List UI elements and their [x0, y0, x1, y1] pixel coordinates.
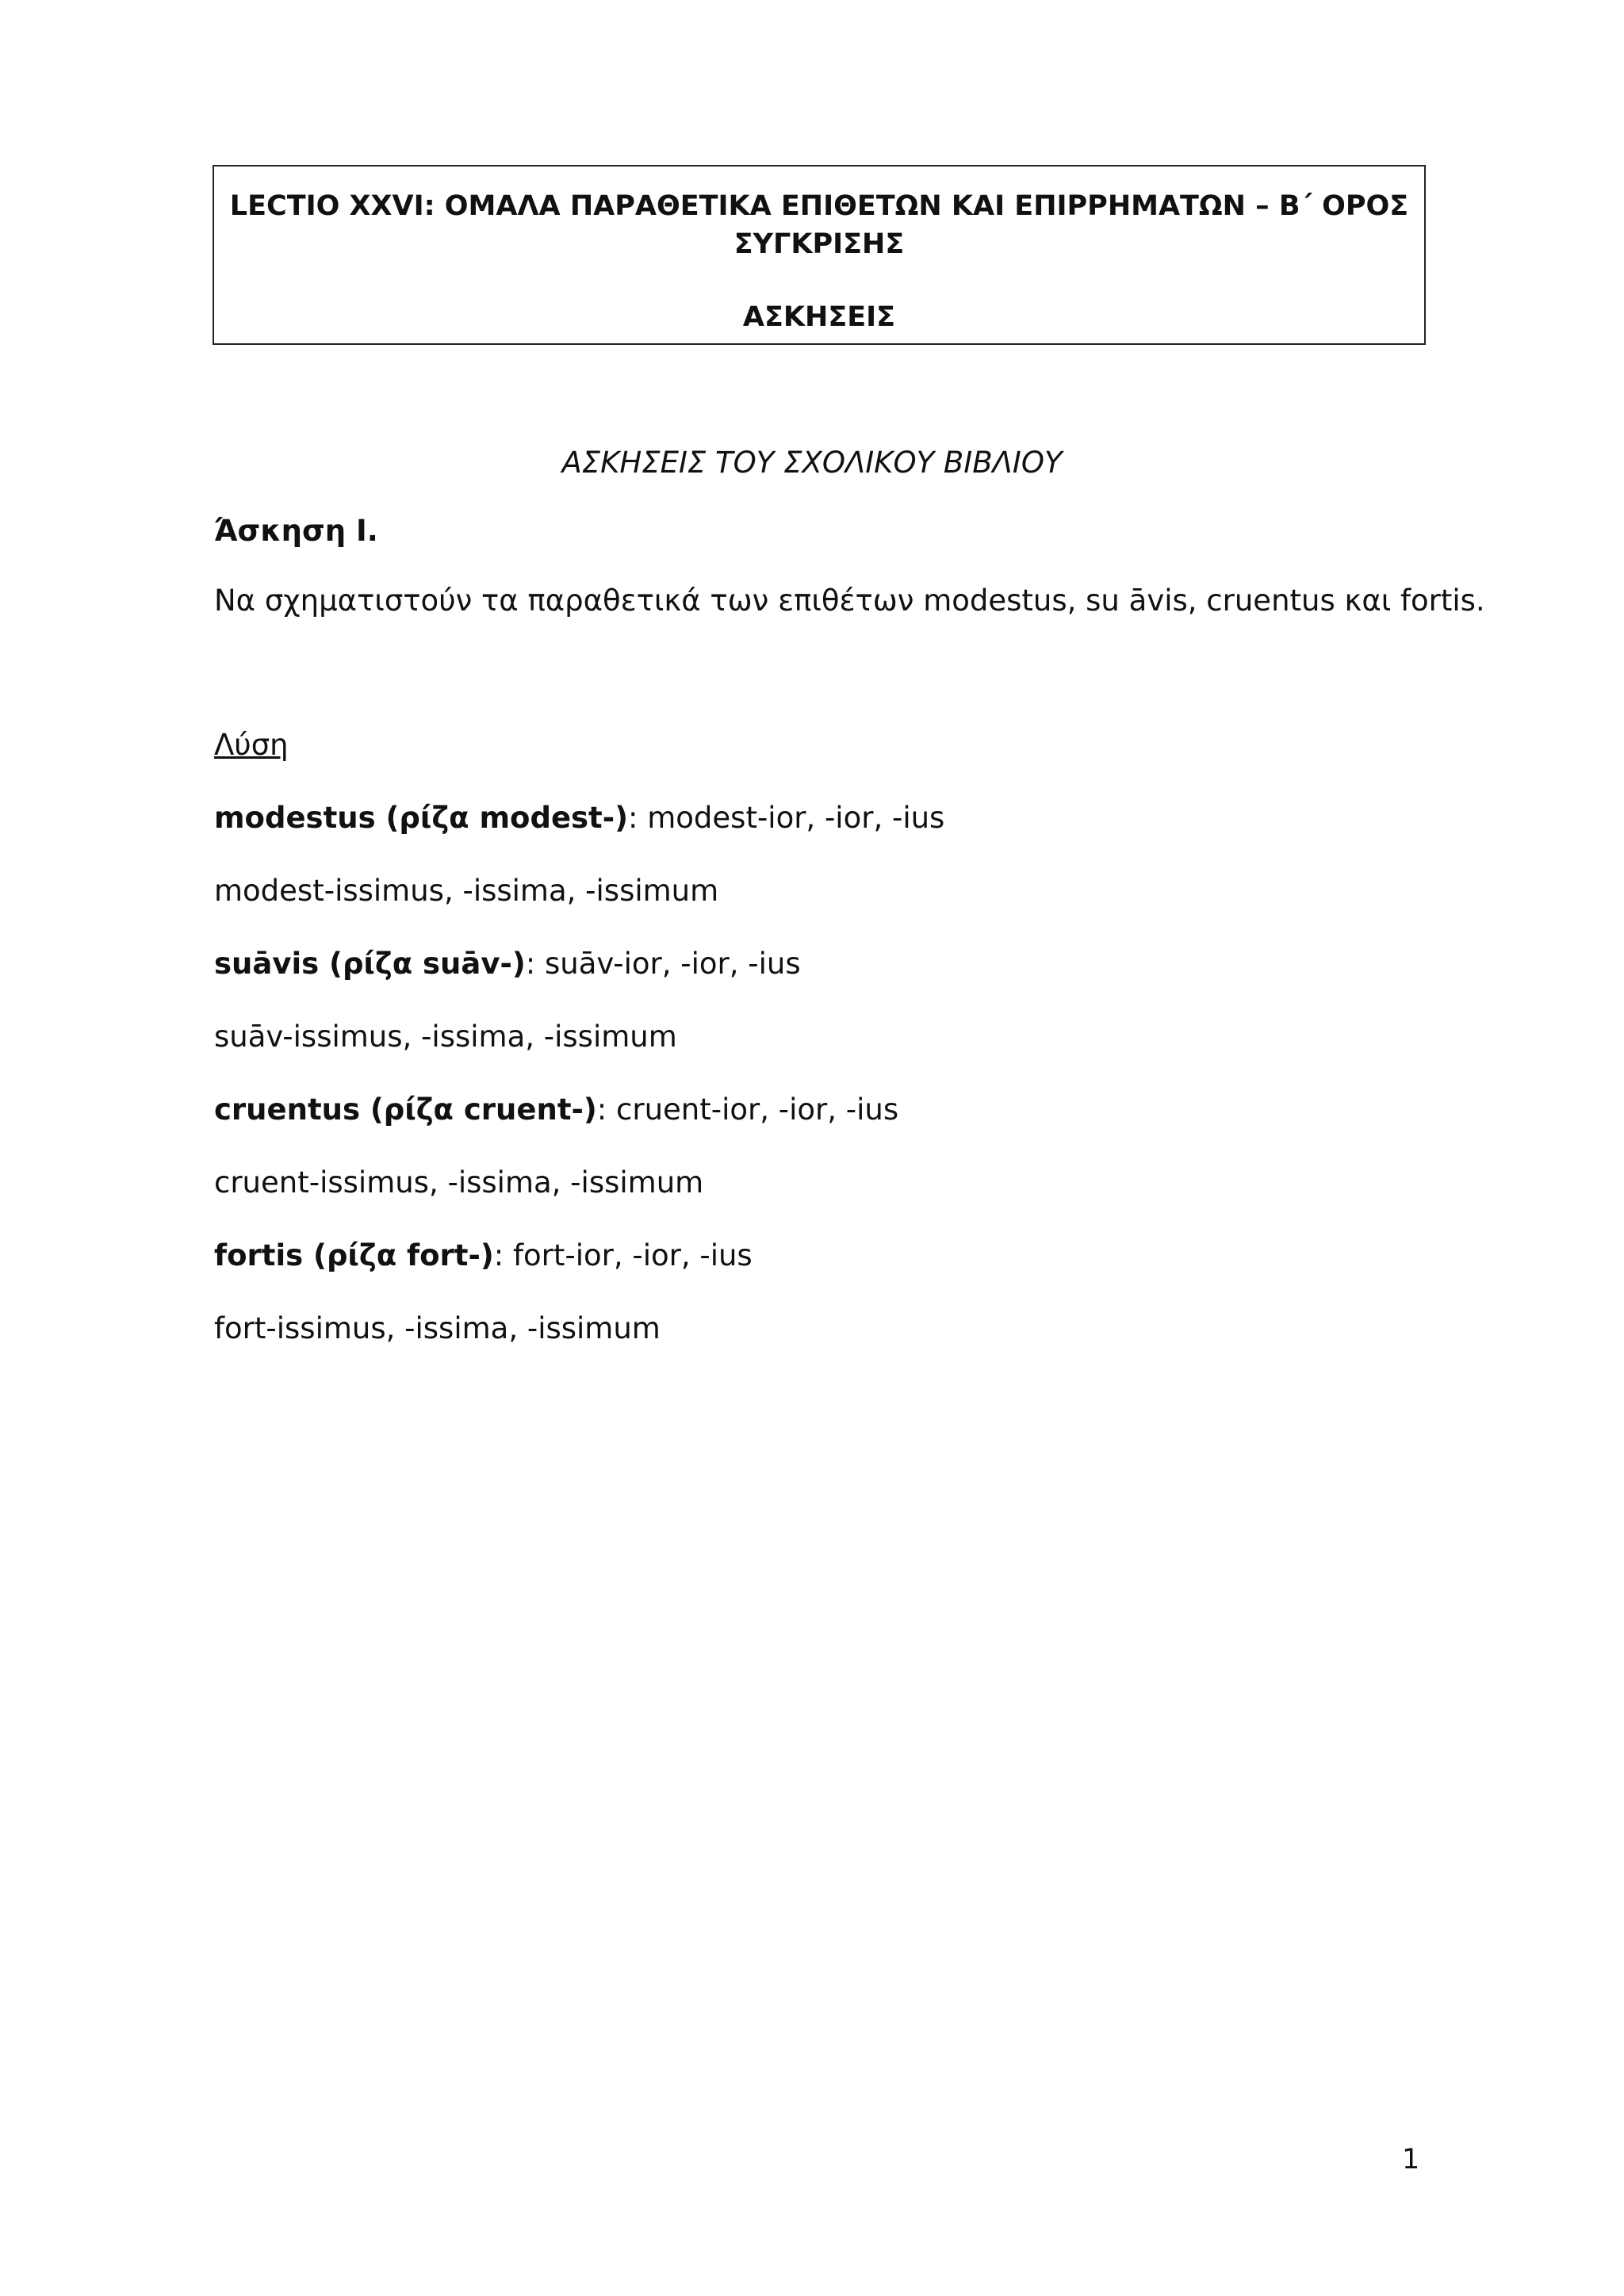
title-box — [213, 165, 1426, 345]
exercise-text: Να σχηματιστούν τα παραθετικά των επιθέτων modestus, su āvis, cruentus και fortis. — [214, 584, 1485, 618]
exercise-label: Άσκηση Ι. — [214, 514, 378, 548]
title-line-1: LECTIO XXVI: ΟΜΑΛΑ ΠΑΡΑΘΕΤΙΚΑ ΕΠΙΘΕΤΩΝ ΚΑΙ ΕΠΙΡΡΗΜΑΤΩΝ – Β΄ ΟΡΟΣ — [229, 190, 1409, 222]
solution-entry — [214, 945, 801, 983]
solution-entry — [214, 1091, 898, 1129]
solution-term: suāvis (ρίζα suāv-) — [214, 947, 526, 981]
solution-term: cruentus (ρίζα cruent-) — [214, 1093, 597, 1127]
solution-forms: : fort-ior, -ior, -ius — [493, 1238, 753, 1272]
solution-superlative: modest-issimus, -issima, -issimum — [214, 874, 719, 908]
section-heading: ΑΣΚΗΣΕΙΣ ΤΟΥ ΣΧΟΛΙΚΟΥ ΒΙΒΛΙΟΥ — [561, 446, 1063, 480]
solution-forms: : modest-ior, -ior, -ius — [628, 801, 945, 835]
title-line-2: ΣΥΓΚΡΙΣΗΣ — [733, 228, 905, 260]
solution-term: fortis (ρίζα fort-) — [214, 1238, 494, 1272]
solution-label: Λύση — [214, 728, 289, 762]
solution-forms: : suāv-ior, -ior, -ius — [525, 947, 801, 981]
solution-entry — [214, 799, 944, 837]
solution-superlative: fort-issimus, -issima, -issimum — [214, 1311, 661, 1345]
solution-superlative: suāv-issimus, -issima, -issimum — [214, 1020, 677, 1054]
subtitle: ΑΣΚΗΣΕΙΣ — [742, 301, 896, 333]
solution-superlative: cruent-issimus, -issima, -issimum — [214, 1165, 704, 1200]
solution-entry — [214, 1237, 753, 1275]
page-number: 1 — [1402, 2144, 1420, 2175]
solution-forms: : cruent-ior, -ior, -ius — [596, 1093, 899, 1127]
solution-term: modestus (ρίζα modest-) — [214, 801, 629, 835]
